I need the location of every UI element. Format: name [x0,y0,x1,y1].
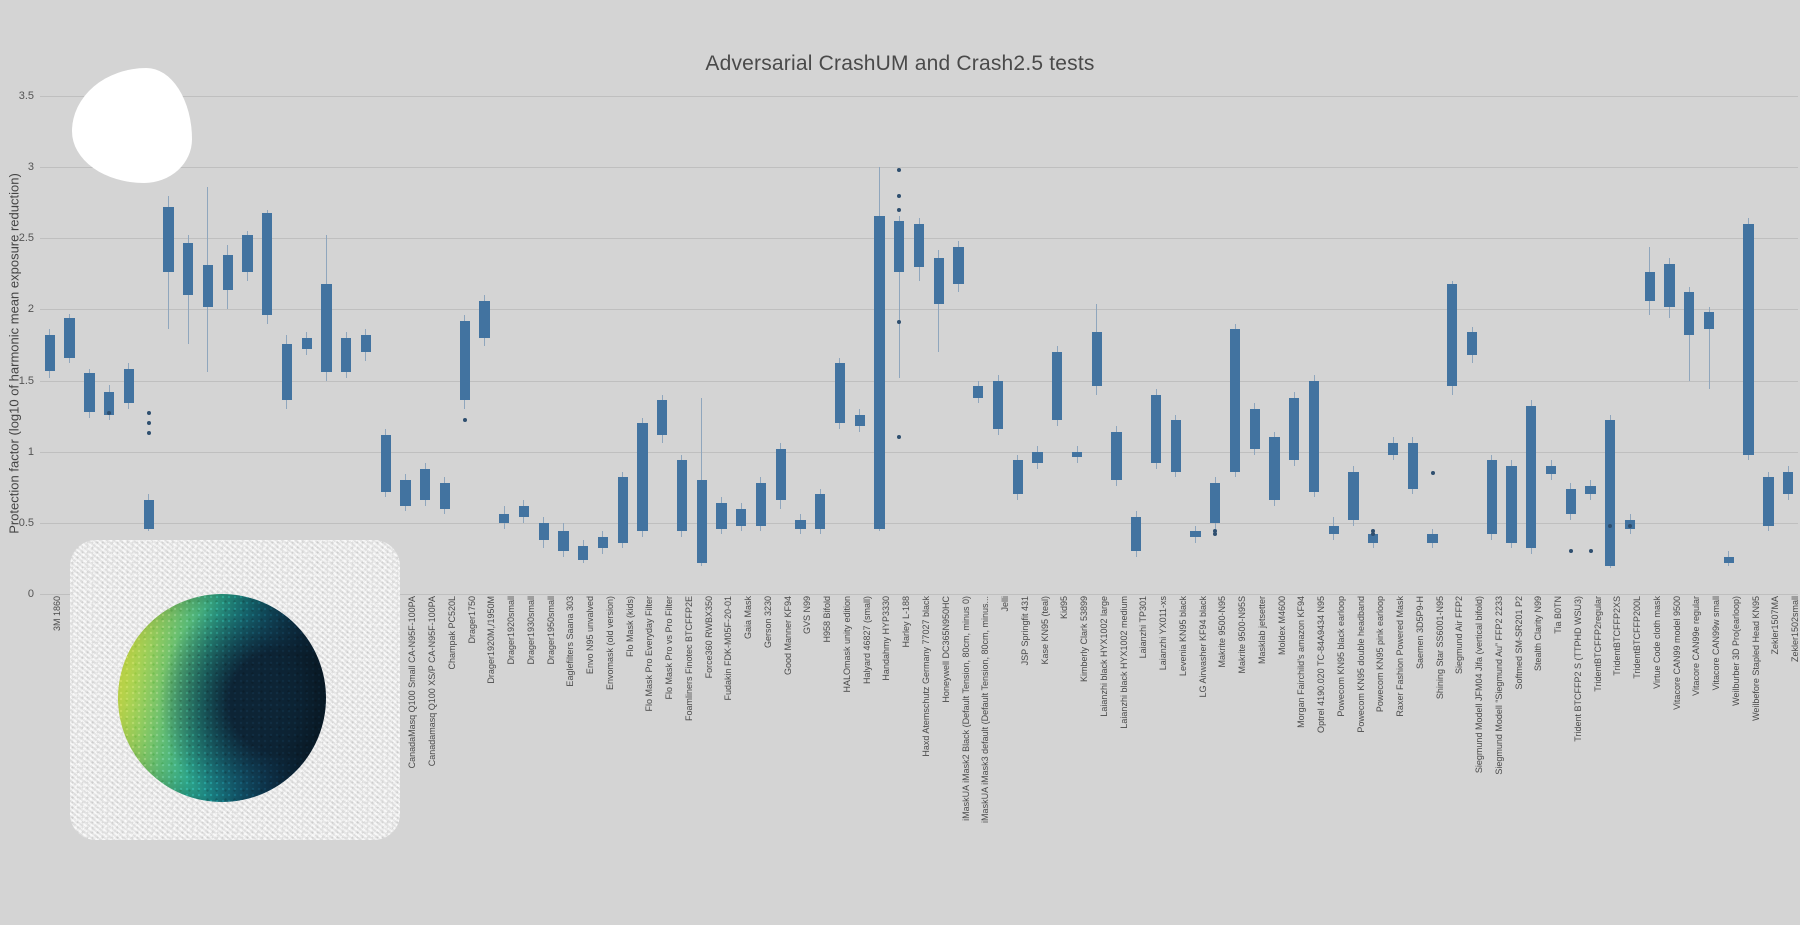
box-bar [381,435,391,492]
gridline [40,96,1798,97]
box-bar [1645,272,1655,300]
footer-strip [0,925,1800,945]
box-bar [282,344,292,401]
outlier-point [147,411,151,415]
x-tick-label: Tia B0TN [1553,596,1564,634]
x-tick-label: Vitacore CAN99 model 9500 [1671,596,1682,710]
x-tick-label: iMaskUA iMask3 default (Default Tension, 80cm, minus... [980,596,991,823]
box-bar [1289,398,1299,461]
x-tick-label: LG Airwasher KF94 black [1197,596,1208,698]
box-bar [1546,466,1556,475]
box-bar [1388,443,1398,454]
y-tick-label: 3 [27,161,34,174]
outlier-point [897,320,901,324]
globe-photo-card [70,540,400,840]
box-bar [874,216,884,529]
box-bar [539,523,549,540]
box-bar [420,469,430,500]
box-bar [578,546,588,560]
x-tick-label: TridentBTCFFP200L [1632,596,1643,679]
box-bar [479,301,489,338]
box-bar [64,318,74,358]
x-tick-label: Shining Star SS6001-N95 [1434,596,1445,700]
box-bar [716,503,726,529]
box-bar [1427,534,1437,543]
x-tick-label: Eaglefilters Saana 303 [565,596,576,687]
box-bar [163,207,173,272]
x-tick-label: Haxd Atemschutz Germany 77027 black [921,596,931,757]
box-bar [598,537,608,548]
box-bar [657,400,667,434]
box-bar [1467,332,1477,355]
x-tick-label: Optrel 4190.020 TC-84A9434 N95 [1316,596,1327,733]
x-tick-label: Powecom KN95 pink earloop [1375,596,1386,713]
box-bar [1013,460,1023,494]
x-tick-label: Foamliners Finotec BTCFFP2E [683,596,694,722]
y-tick-label: 1 [27,445,34,458]
box-bar [519,506,529,517]
x-tick-label: Raxer Fashion Powered Mask [1395,596,1406,717]
x-tick-label: Softmed SM-SR201 P2 [1513,596,1524,690]
x-tick-label: Weilburber 3D Pro(earloop) [1730,596,1741,706]
outlier-point [147,431,151,435]
box-bar [637,423,647,531]
x-tick-label: Honeywell DC365N950HC [940,596,951,703]
box-bar [1664,264,1674,307]
box-bar [1052,352,1062,420]
box-bar [1111,432,1121,480]
x-tick-label: Laianzhi TP301 [1138,596,1149,659]
y-tick-label: 3.5 [18,90,34,102]
outlier-point [147,421,151,425]
x-tick-label: Makrite 9500-N95 [1217,596,1228,668]
box-bar [1348,472,1358,520]
x-tick-label: Vitacore CAN99e regular [1691,596,1702,696]
x-tick-label: Vitacore CAN99w small [1711,596,1722,691]
box-bar [1487,460,1497,534]
box-bar [776,449,786,500]
x-tick-label: 3M 1860 [51,596,62,632]
x-tick-label: CanadaMasq Q100 Small CA-N95F-100PA [407,596,418,769]
globe-speckle-texture [118,594,326,802]
box-bar [84,373,94,411]
box-bar [795,520,805,529]
y-tick-label: 1.5 [18,374,34,387]
box-bar [45,335,55,371]
x-tick-label: TridentBTCFFP2XS [1612,596,1623,676]
box-bar [1447,284,1457,386]
x-tick-label: Siegmund Modell “Siegmund Au” FFP2 2233 [1493,596,1504,775]
x-tick-label: Canadamasq Q100 XS/P CA-N95F-100PA [427,596,438,767]
outlier-point [1628,524,1632,528]
x-tick-label: Envomask (old version) [604,596,615,691]
outlier-point [897,168,901,172]
x-tick-label: GVS N99 [802,596,813,635]
box-bar [1526,406,1536,548]
box-bar [1743,224,1753,455]
x-tick-label: Moldex M4600 [1276,596,1287,656]
x-tick-label: TridentBTCFFP2regular [1592,596,1603,692]
outlier-point [897,208,901,212]
x-tick-label: Laianzhi black HYX1002 large [1098,596,1109,717]
box-bar [1566,489,1576,515]
box-bar [242,235,252,272]
x-tick-label: iMaskUA iMask2 Black (Default Tension, 80cm, minus 0) [960,596,971,821]
x-tick-label: Powecom KN95 double headband [1355,596,1366,733]
box-bar [321,284,331,372]
x-tick-label: Drager1930small [525,596,536,665]
box-bar [1309,381,1319,492]
globe-image [118,594,326,802]
box-bar [223,255,233,289]
box-bar [1190,531,1200,537]
x-tick-label: Trident BTCFFP2 S (TTPHD WSU3) [1572,596,1583,742]
x-tick-label: Saemen 3D5P9-H [1414,596,1425,670]
white-blob-logo-icon [72,68,192,183]
box-bar [400,480,410,506]
box-bar [1032,452,1042,463]
box-bar [183,243,193,296]
box-bar [756,483,766,526]
y-axis-label: Protection factor (log10 of harmonic mean exposure reduction) [6,173,22,534]
box-bar [1210,483,1220,523]
y-tick-label: 0.5 [18,516,34,529]
x-tick-label: Kase KN95 (teal) [1039,596,1050,665]
box-bar [618,477,628,542]
x-tick-label: JSP Springfit 431 [1019,596,1030,666]
x-tick-label: Fudakin FDK-M05F-20-01 [723,596,734,701]
box-bar [835,363,845,423]
x-tick-label: Harley L-188 [901,596,912,648]
box-bar [973,386,983,397]
box-bar [499,514,509,523]
box-bar [993,381,1003,429]
x-tick-label: H958 Bifold [822,596,833,643]
box-bar [1724,557,1734,563]
box-bar [341,338,351,372]
box-bar [1269,437,1279,500]
x-tick-label: Masklab jetsetter [1256,596,1267,665]
x-tick-label: Virtue Code cloth mask [1651,596,1662,689]
x-tick-label: Handahmy HYP3330 [881,596,892,681]
x-tick-label: Levenia KN95 black [1177,596,1188,677]
box-bar [144,500,154,528]
x-tick-label: Force360 RWBX350 [703,596,714,679]
box-bar [1072,452,1082,458]
x-tick-label: Stealth Clarity N99 [1533,596,1544,672]
box-bar [815,494,825,528]
box-bar [1506,466,1516,543]
x-tick-label: Kimberly Clark 53899 [1079,596,1090,683]
box-bar [1151,395,1161,463]
chart-title: Adversarial CrashUM and Crash2.5 tests [705,52,1095,75]
box-bar [203,265,213,306]
x-tick-label: Drager1950small [545,596,556,665]
plot-area [6,90,1798,600]
gridline [40,309,1798,310]
x-tick-label: Laianzhi black HYX1002 medium [1118,596,1129,729]
x-tick-label: Drager1750 [466,596,477,644]
outlier-point [897,194,901,198]
y-tick-label: 2.5 [18,232,34,245]
x-tick-label: Envo N95 unvalved [585,596,596,675]
x-tick-label: Halyard 46827 (small) [861,596,872,685]
box-bar [1585,486,1595,495]
x-tick-label: Flo Mask Pro Everyday Filter [644,596,655,712]
box-bar [1230,329,1240,471]
box-bar [1329,526,1339,535]
box-bar [1408,443,1418,489]
x-tick-label: Flo Mask Pro vs Pro Filter [664,596,675,700]
box-bar [1684,292,1694,335]
box-bar [460,321,470,401]
outlier-point [1431,471,1435,475]
x-tick-label: Jelli [1000,596,1010,612]
box-bar [697,480,707,563]
x-tick-label: Kid95 [1059,596,1070,620]
x-tick-label: Gaia Mask [743,596,754,640]
x-tick-label: Zekler1507MA [1770,596,1781,655]
x-tick-label: Siegmund Modell JFM04 Jifa (vertical bifold) [1474,596,1485,774]
box-bar [855,415,865,426]
box-bar [934,258,944,304]
x-tick-label: HALOmask unity edition [841,596,852,693]
box-bar [1250,409,1260,449]
x-tick-label: Gerson 3230 [762,596,773,649]
box-bar [1171,420,1181,471]
box-bar [1092,332,1102,386]
box-bar [1131,517,1141,551]
box-bar [736,509,746,526]
box-bar [677,460,687,531]
box-bar [262,213,272,315]
y-tick-label: 0 [27,588,34,600]
outlier-point [1213,532,1217,536]
x-tick-label: Morgan Fairchild’s amazon KF94 [1296,596,1307,728]
x-tick-label: Makrite 9500-N95S [1237,596,1248,674]
x-tick-label: Laianzhi YX011-xs [1158,596,1169,671]
box-bar [1704,312,1714,329]
box-bar [1605,420,1615,565]
x-tick-label: Good Manner KF94 [782,596,793,676]
box-bar [440,483,450,509]
x-tick-label: Champak PC520L [446,596,457,670]
x-tick-label: Zekler1502small [1790,596,1800,663]
outlier-point [1589,549,1593,553]
box-bar [1783,472,1793,495]
box-bar [953,247,963,284]
x-tick-label: Weilbefore Stapled Head KN95 [1750,596,1761,721]
gridline [40,381,1798,382]
x-tick-label: Siegmund Air FFP2 [1454,596,1465,675]
box-bar [361,335,371,352]
outlier-point [463,418,467,422]
box-bar [914,224,924,267]
y-tick-label: 2 [27,303,34,316]
x-tick-label: Powecom KN95 black earloop [1335,596,1346,717]
gridline [40,167,1798,168]
x-tick-label: Flo Mask (kids) [624,596,635,658]
box-bar [124,369,134,403]
box-bar [894,221,904,272]
box-bar [302,338,312,349]
x-tick-label: Drager1920small [506,596,517,665]
outlier-point [897,435,901,439]
outlier-point [1569,549,1573,553]
x-tick-label: Drager1920M,/1950M [486,596,497,684]
box-bar [558,531,568,551]
box-bar [1763,477,1773,525]
